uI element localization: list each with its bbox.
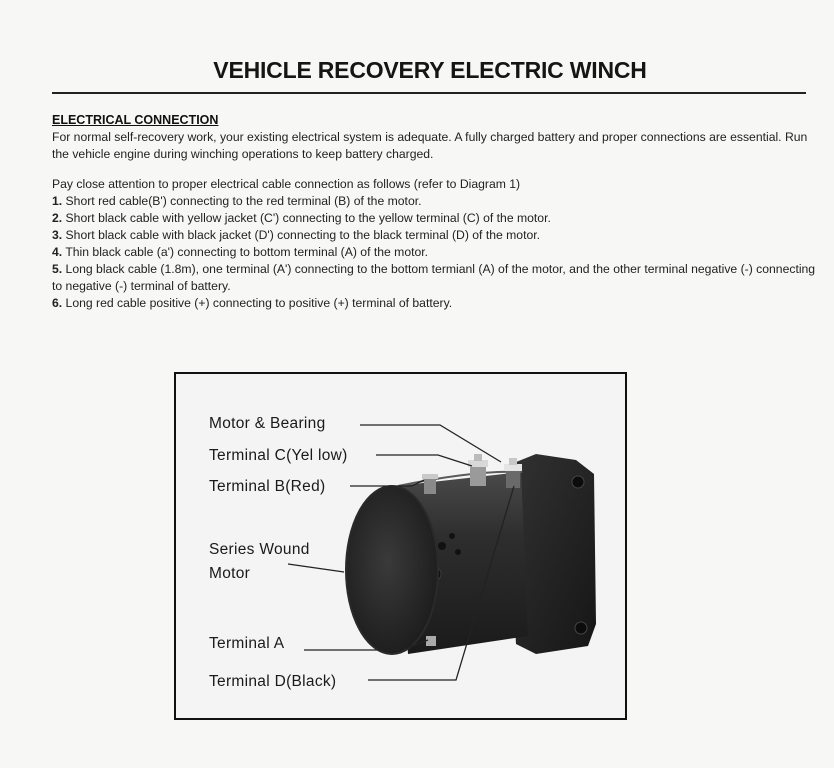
motor-diagram	[174, 372, 627, 720]
instructions-block	[52, 176, 822, 312]
terminal-b-icon	[422, 474, 438, 494]
label-series-wound-line1: Series Wound	[209, 541, 310, 558]
label-terminal-a: Terminal A	[209, 635, 285, 652]
steps-list	[52, 193, 822, 312]
list-item	[52, 210, 822, 227]
instructions-lead: Pay close attention to proper electrical cable connection as follows (refer to Diagram 1)	[52, 177, 521, 191]
label-terminal-b: Terminal B(Red)	[209, 478, 326, 495]
page-title: VEHICLE RECOVERY ELECTRIC WINCH	[213, 57, 647, 83]
list-item	[52, 261, 822, 295]
step-text: Short black cable with yellow jacket (C') connecting to the yellow terminal (C) of the motor.	[62, 211, 551, 225]
step-number: 6.	[52, 296, 63, 310]
label-series-wound-line2: Motor	[209, 565, 251, 582]
leader-terminal-c	[376, 455, 472, 466]
label-series-wound-motor	[209, 538, 310, 586]
list-item	[52, 193, 822, 210]
section-heading: ELECTRICAL CONNECTION	[52, 113, 219, 127]
label-terminal-d: Terminal D(Black)	[209, 673, 337, 690]
label-motor-bearing: Motor & Bearing	[209, 415, 326, 432]
terminal-c-icon	[468, 454, 488, 486]
label-terminal-c: Terminal C(Yel low)	[209, 447, 348, 464]
step-text: Thin black cable (a') connecting to bottom terminal (A) of the motor.	[62, 245, 429, 259]
step-text: Long red cable positive (+) connecting to positive (+) terminal of battery.	[62, 296, 453, 310]
list-item	[52, 227, 822, 244]
step-number: 4.	[52, 245, 63, 259]
list-item	[52, 295, 822, 312]
step-text: Short red cable(B') connecting to the red terminal (B) of the motor.	[62, 194, 422, 208]
motor-end-cap	[346, 486, 438, 654]
step-number: 1.	[52, 194, 63, 208]
step-number: 2.	[52, 211, 63, 225]
step-text: Long black cable (1.8m), one terminal (A') connecting to the bottom termianl (A) of the motor, and the other terminal negative (-) connecting to negative (-) terminal of battery.	[52, 262, 816, 293]
list-item	[52, 244, 822, 261]
intro-paragraph: For normal self-recovery work, your existing electrical system is adequate. A fully charged battery and proper connections are essential. Run the vehicle engine during winching operations to keep battery charged.	[52, 130, 808, 161]
step-text: Short black cable with black jacket (D') connecting to the black terminal (D) of the motor.	[62, 228, 541, 242]
step-number: 3.	[52, 228, 63, 242]
terminal-a-icon	[426, 636, 436, 646]
title-divider	[52, 92, 806, 94]
step-number: 5.	[52, 262, 63, 276]
